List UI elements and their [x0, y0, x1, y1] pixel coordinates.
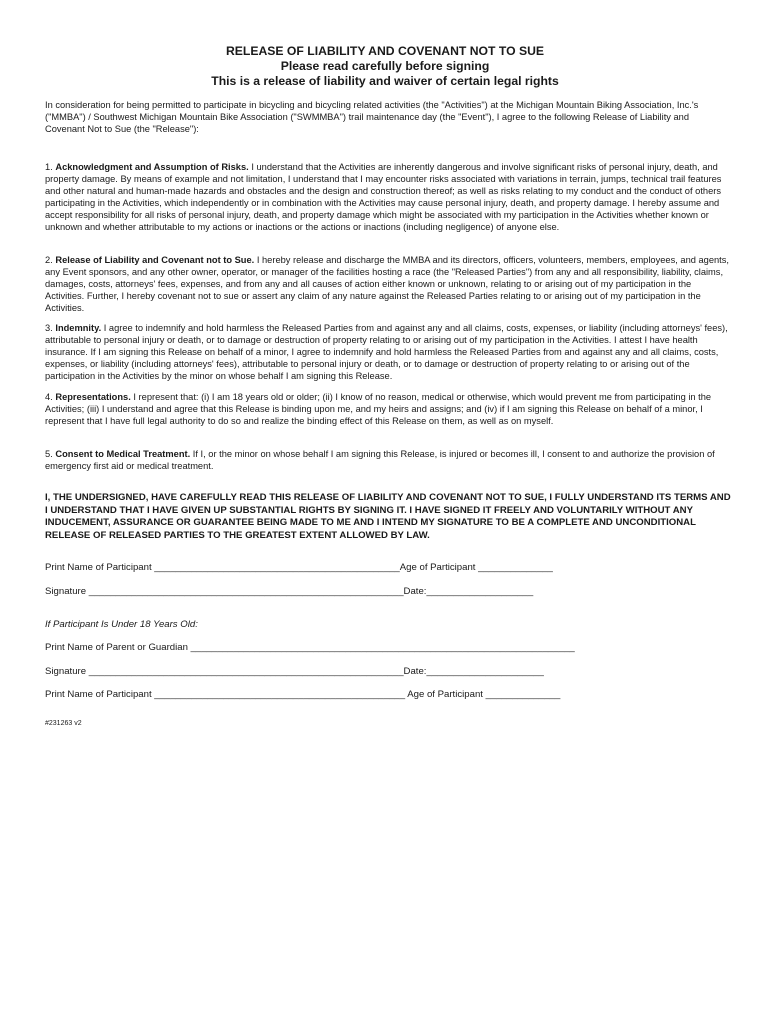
title-instruction: Please read carefully before signing	[280, 59, 490, 73]
document-id: #231263 v2	[45, 720, 82, 727]
section-2	[45, 255, 731, 315]
section-heading: Release of Liability and Covenant not to Sue.	[55, 255, 255, 265]
title-main: RELEASE OF LIABILITY AND COVENANT NOT TO SUE	[225, 44, 545, 58]
minor-participant-name-field[interactable]: Print Name of Participant _______________________________________________ Age of Participant ______________	[45, 689, 561, 700]
section-5	[45, 449, 731, 473]
section-heading: Indemnity.	[55, 323, 102, 333]
minor-section-heading: If Participant Is Under 18 Years Old:	[45, 619, 198, 630]
section-text: I agree to indemnify and hold harmless the Released Parties from and against any and all claims, costs, expenses, or liability (including attorneys' fees), attributable to personal injury or death, or to damage or destruction of property relating to or arising out of my participation in the Activities. I attest I have health insurance. If I am signing this Release on behalf of a minor, I agree to indemnify and hold harmless the Released Parties from and against any and all claims, costs, expenses, or liability (including attorneys' fees), attributable to personal injury or death, or to damage or destruction of property relating to or arising out of the participation in the Activities by the minor on whose behalf I am signing this Release.	[45, 323, 728, 381]
intro-paragraph	[45, 100, 731, 136]
section-4	[45, 392, 731, 428]
section-1	[45, 162, 731, 233]
acknowledgment-text: I, THE UNDERSIGNED, HAVE CAREFULLY READ THIS RELEASE OF LIABILITY AND COVENANT NOT TO SUE, I FULLY UNDERSTAND ITS TERMS AND I UNDERSTAND THAT I HAVE GIVEN UP SUBSTANTIAL RIGHTS BY SIGNING IT. I HAVE SIGNED IT FREELY AND VOLUNTARILY WITHOUT ANY INDUCEMENT, ASSURANCE OR GUARANTEE BEING MADE TO ME AND I INTEND MY SIGNATURE TO BE A COMPLETE AND UNCONDITIONAL RELEASE OF RELEASED PARTIES TO THE GREATEST EXTENT ALLOWED BY LAW.	[45, 492, 731, 541]
participant-name-field[interactable]: Print Name of Participant ______________________________________________Age of Participant ______________	[45, 562, 553, 573]
section-text: I hereby release and discharge the MMBA and its directors, officers, volunteers, members, employees, and agents, any Event sponsors, and any other owner, operator, or manager of the facilities hosting a race (the "Released Parties") from any and all responsibility, liability, claims, damages, costs, attorneys' fees, expenses, and from any and all causes of action either known or unknown, relating to or arising out of my participation in the Activities. Further, I hereby covenant not to sue or assert any claim of any nature against the Released Parties relating to or arising out of my participation in the Activities.	[45, 255, 729, 313]
participant-signature-field[interactable]: Signature ___________________________________________________________Date:____________________	[45, 586, 534, 597]
section-text: I understand that the Activities are inherently dangerous and involve significant risks of personal injury, death, and property damage. By means of example and not limitation, I understand that I may encounter risks associated with variations in terrain, jumps, technical trail features and other natural and human-made hazards and obstacles and the design and construction thereof; as well as risks relating to my conduct and the conduct of others participating in the Activities, which independently or in combination with the Activities may cause personal injury, death, and property damage. I hereby assume and accept responsibility for all risks of personal injury, death, and property damage which might be associated with my participation in the Activities whether known or unknown and whether attributable to my actions or inactions or the actions or inactions (including negligence) of anyone else.	[45, 162, 722, 232]
section-number: 2.	[45, 255, 53, 265]
section-heading: Representations.	[55, 392, 131, 402]
section-number: 5.	[45, 449, 53, 459]
section-number: 3.	[45, 323, 53, 333]
acknowledgment-block	[45, 492, 731, 542]
guardian-name-field[interactable]: Print Name of Parent or Guardian ________________________________________________________________________	[45, 642, 575, 653]
document-title	[0, 44, 770, 89]
section-3	[45, 323, 731, 383]
section-text: If I, or the minor on whose behalf I am signing this Release, is injured or becomes ill, I consent to and authorize the provision of emergency first aid or medical treatment.	[45, 449, 715, 471]
intro-text: In consideration for being permitted to participate in bicycling and bicycling related activities (the "Activities") at the Michigan Mountain Biking Association, Inc.'s ("MMBA") / Southwest Michigan Mountain Bike Association ("SWMMBA") trail maintenance day (the "Event"), I agree to the following Release of Liability and Covenant Not to Sue (the "Release"):	[45, 100, 699, 134]
guardian-signature-field[interactable]: Signature ___________________________________________________________Date:______________________	[45, 666, 544, 677]
title-waiver-notice: This is a release of liability and waiver of certain legal rights	[211, 74, 559, 88]
section-number: 4.	[45, 392, 53, 402]
section-text: I represent that: (i) I am 18 years old or older; (ii) I know of no reason, medical or otherwise, which would prevent me from participating in the Activities; (iii) I understand and agree that this Release is binding upon me, and my heirs and assigns; and (iv) if I am signing this Release on behalf of a minor, I represent that I have full legal authority to do so and realize the binding effect of this Release on them, as well as on myself.	[45, 392, 712, 426]
section-heading: Acknowledgment and Assumption of Risks.	[55, 162, 249, 172]
section-heading: Consent to Medical Treatment.	[55, 449, 191, 459]
section-number: 1.	[45, 162, 53, 172]
